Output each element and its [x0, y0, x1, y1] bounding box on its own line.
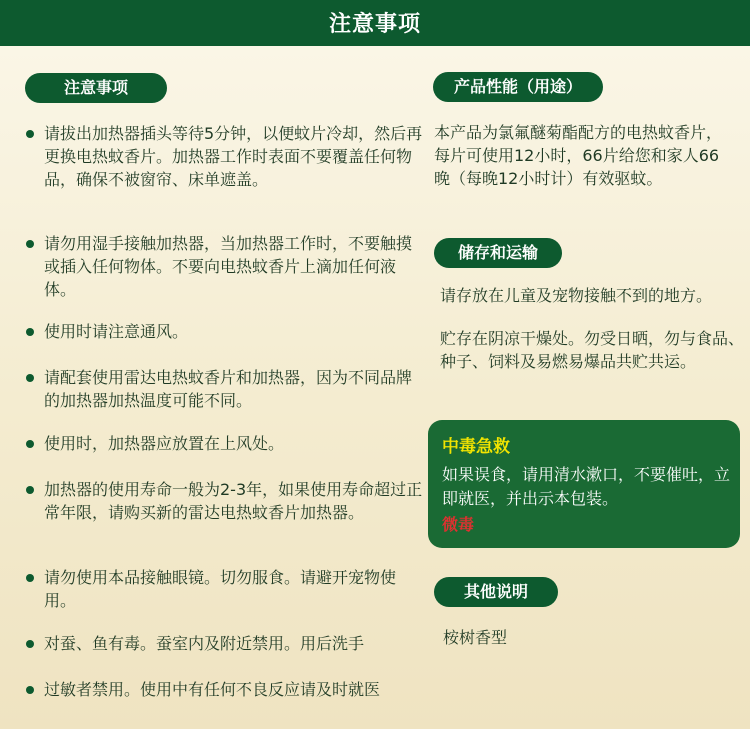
note-item: [26, 320, 426, 343]
bullet-icon: [26, 486, 34, 494]
bullet-icon: [26, 374, 34, 382]
poisoning-text: 如果误食，请用清水漱口，不要催吐，立即就医，并出示本包装。: [442, 465, 731, 508]
toxicity-label: 微毒: [442, 515, 475, 534]
note-item: [26, 478, 426, 524]
note-item: [26, 232, 426, 301]
bullet-icon: [26, 640, 34, 648]
bullet-icon: [26, 440, 34, 448]
storage-text-2: 贮存在阴凉干燥处。勿受日晒，勿与食品、种子、饲料及易燃易爆品共贮共运。: [440, 329, 745, 371]
note-item: [26, 122, 426, 191]
other-heading: 其他说明: [434, 577, 558, 607]
note-text: 请勿使用本品接触眼镜。切勿服食。请避开宠物使用。: [44, 568, 397, 610]
bullet-icon: [26, 328, 34, 336]
note-text: 加热器的使用寿命一般为2-3年，如果使用寿命超过正常年限，请购买新的雷达电热蚊香片加热器。: [44, 480, 423, 522]
other-text: 桉树香型: [443, 628, 508, 647]
note-item: [26, 366, 426, 412]
note-item: [26, 566, 426, 612]
note-text: 对蚕、鱼有毒。蚕室内及附近禁用。用后洗手: [44, 634, 365, 653]
bullet-icon: [26, 686, 34, 694]
note-text: 使用时，加热器应放置在上风处。: [44, 434, 285, 453]
page-title: 注意事项: [328, 12, 421, 37]
note-item: [26, 632, 436, 655]
note-text: 请勿用湿手接触加热器，当加热器工作时，不要触摸或插入任何物体。不要向电热蚊香片上滴加任何液体。: [44, 234, 413, 299]
performance-heading: 产品性能（用途）: [433, 72, 603, 102]
note-item: [26, 432, 426, 455]
storage-heading: 储存和运输: [434, 238, 562, 268]
poisoning-panel: [428, 420, 740, 548]
bullet-icon: [26, 574, 34, 582]
note-text: 使用时请注意通风。: [44, 322, 189, 341]
note-item: [26, 678, 436, 701]
storage-text-1: 请存放在儿童及宠物接触不到的地方。: [440, 286, 713, 305]
poisoning-heading: 中毒急救: [442, 437, 510, 457]
notes-heading: 注意事项: [25, 73, 167, 103]
header-bar: [0, 0, 750, 46]
bullet-icon: [26, 240, 34, 248]
note-text: 过敏者禁用。使用中有任何不良反应请及时就医: [44, 680, 381, 699]
performance-text: 本产品为氯氟醚菊酯配方的电热蚊香片，每片可使用12小时，66片给您和家人66晚（每晚12小时计）有效驱蚊。: [434, 123, 723, 188]
bullet-icon: [26, 130, 34, 138]
note-text: 请配套使用雷达电热蚊香片和加热器，因为不同品牌的加热器加热温度可能不同。: [44, 368, 413, 410]
note-text: 请拔出加热器插头等待5分钟，以便蚊片冷却，然后再更换电热蚊香片。加热器工作时表面不要覆盖任何物品，确保不被窗帘、床单遮盖。: [44, 124, 423, 189]
